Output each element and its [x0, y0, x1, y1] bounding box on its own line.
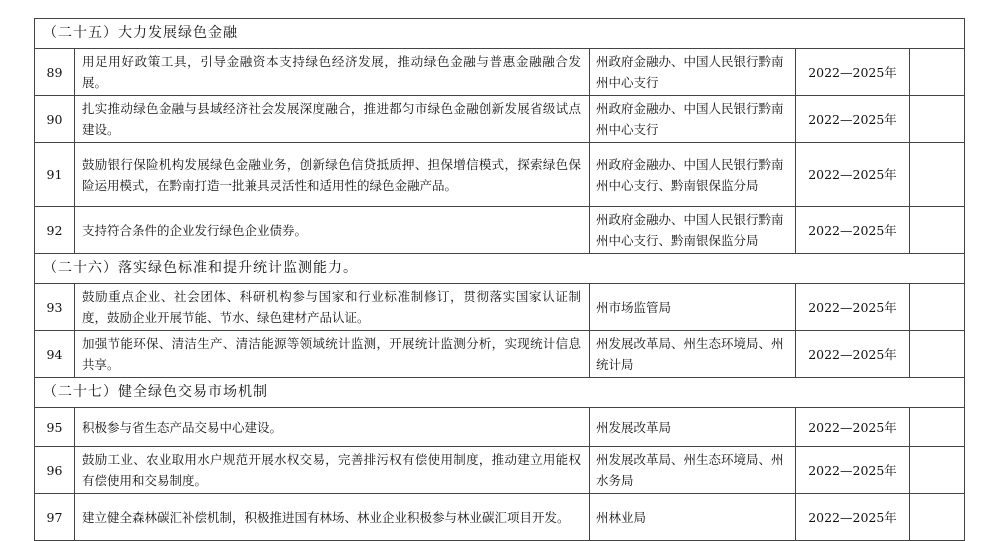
table-row — [35, 447, 965, 494]
period-cell: 2022—2025年 — [796, 207, 910, 254]
department-cell: 州政府金融办、中国人民银行黔南州中心支行 — [590, 49, 796, 96]
task-cell: 积极参与省生态产品交易中心建设。 — [75, 408, 590, 447]
task-cell: 鼓励银行保险机构发展绿色金融业务，创新绿色信贷抵质押、担保增信模式，探索绿色保险运用模式，在黔南打造一批兼具灵活性和适用性的绿色金融产品。 — [75, 143, 590, 207]
task-table-body — [35, 19, 965, 541]
empty-cell — [910, 408, 965, 447]
empty-cell — [910, 49, 965, 96]
section-title: （二十七）健全绿色交易市场机制 — [35, 378, 965, 408]
task-cell: 用足用好政策工具，引导金融资本支持绿色经济发展，推动绿色金融与普惠金融融合发展。 — [75, 49, 590, 96]
section-header-row — [35, 19, 965, 49]
task-cell: 鼓励重点企业、社会团体、科研机构参与国家和行业标准制修订，贯彻落实国家认证制度，鼓励企业开展节能、节水、绿色建材产品认证。 — [75, 284, 590, 331]
table-row — [35, 494, 965, 541]
row-number-cell: 91 — [35, 143, 75, 207]
row-number-cell: 95 — [35, 408, 75, 447]
period-cell: 2022—2025年 — [796, 284, 910, 331]
task-cell: 鼓励工业、农业取用水户规范开展水权交易，完善排污权有偿使用制度，推动建立用能权有偿使用和交易制度。 — [75, 447, 590, 494]
empty-cell — [910, 207, 965, 254]
row-number-cell: 93 — [35, 284, 75, 331]
department-cell: 州政府金融办、中国人民银行黔南州中心支行、黔南银保监分局 — [590, 143, 796, 207]
section-header-row — [35, 254, 965, 284]
task-cell: 加强节能环保、清洁生产、清洁能源等领域统计监测，开展统计监测分析，实现统计信息共享。 — [75, 331, 590, 378]
table-row — [35, 284, 965, 331]
row-number-cell: 92 — [35, 207, 75, 254]
department-cell: 州政府金融办、中国人民银行黔南州中心支行、黔南银保监分局 — [590, 207, 796, 254]
department-cell: 州发展改革局、州生态环境局、州统计局 — [590, 331, 796, 378]
row-number-cell: 94 — [35, 331, 75, 378]
row-number-cell: 97 — [35, 494, 75, 541]
period-cell: 2022—2025年 — [796, 331, 910, 378]
row-number-cell: 90 — [35, 96, 75, 143]
empty-cell — [910, 494, 965, 541]
period-cell: 2022—2025年 — [796, 408, 910, 447]
empty-cell — [910, 447, 965, 494]
task-cell: 支持符合条件的企业发行绿色企业债券。 — [75, 207, 590, 254]
task-cell: 建立健全森林碳汇补偿机制，积极推进国有林场、林业企业积极参与林业碳汇项目开发。 — [75, 494, 590, 541]
period-cell: 2022—2025年 — [796, 96, 910, 143]
row-number-cell: 89 — [35, 49, 75, 96]
period-cell: 2022—2025年 — [796, 143, 910, 207]
table-row — [35, 143, 965, 207]
table-row — [35, 96, 965, 143]
task-cell: 扎实推动绿色金融与县域经济社会发展深度融合，推进都匀市绿色金融创新发展省级试点建设。 — [75, 96, 590, 143]
task-table — [34, 18, 965, 541]
empty-cell — [910, 331, 965, 378]
empty-cell — [910, 143, 965, 207]
empty-cell — [910, 284, 965, 331]
department-cell: 州发展改革局 — [590, 408, 796, 447]
department-cell: 州发展改革局、州生态环境局、州水务局 — [590, 447, 796, 494]
row-number-cell: 96 — [35, 447, 75, 494]
department-cell: 州市场监管局 — [590, 284, 796, 331]
department-cell: 州政府金融办、中国人民银行黔南州中心支行 — [590, 96, 796, 143]
period-cell: 2022—2025年 — [796, 447, 910, 494]
table-row — [35, 207, 965, 254]
table-row — [35, 408, 965, 447]
section-title: （二十五）大力发展绿色金融 — [35, 19, 965, 49]
section-header-row — [35, 378, 965, 408]
empty-cell — [910, 96, 965, 143]
table-row — [35, 331, 965, 378]
department-cell: 州林业局 — [590, 494, 796, 541]
period-cell: 2022—2025年 — [796, 494, 910, 541]
section-title: （二十六）落实绿色标准和提升统计监测能力。 — [35, 254, 965, 284]
table-row — [35, 49, 965, 96]
period-cell: 2022—2025年 — [796, 49, 910, 96]
